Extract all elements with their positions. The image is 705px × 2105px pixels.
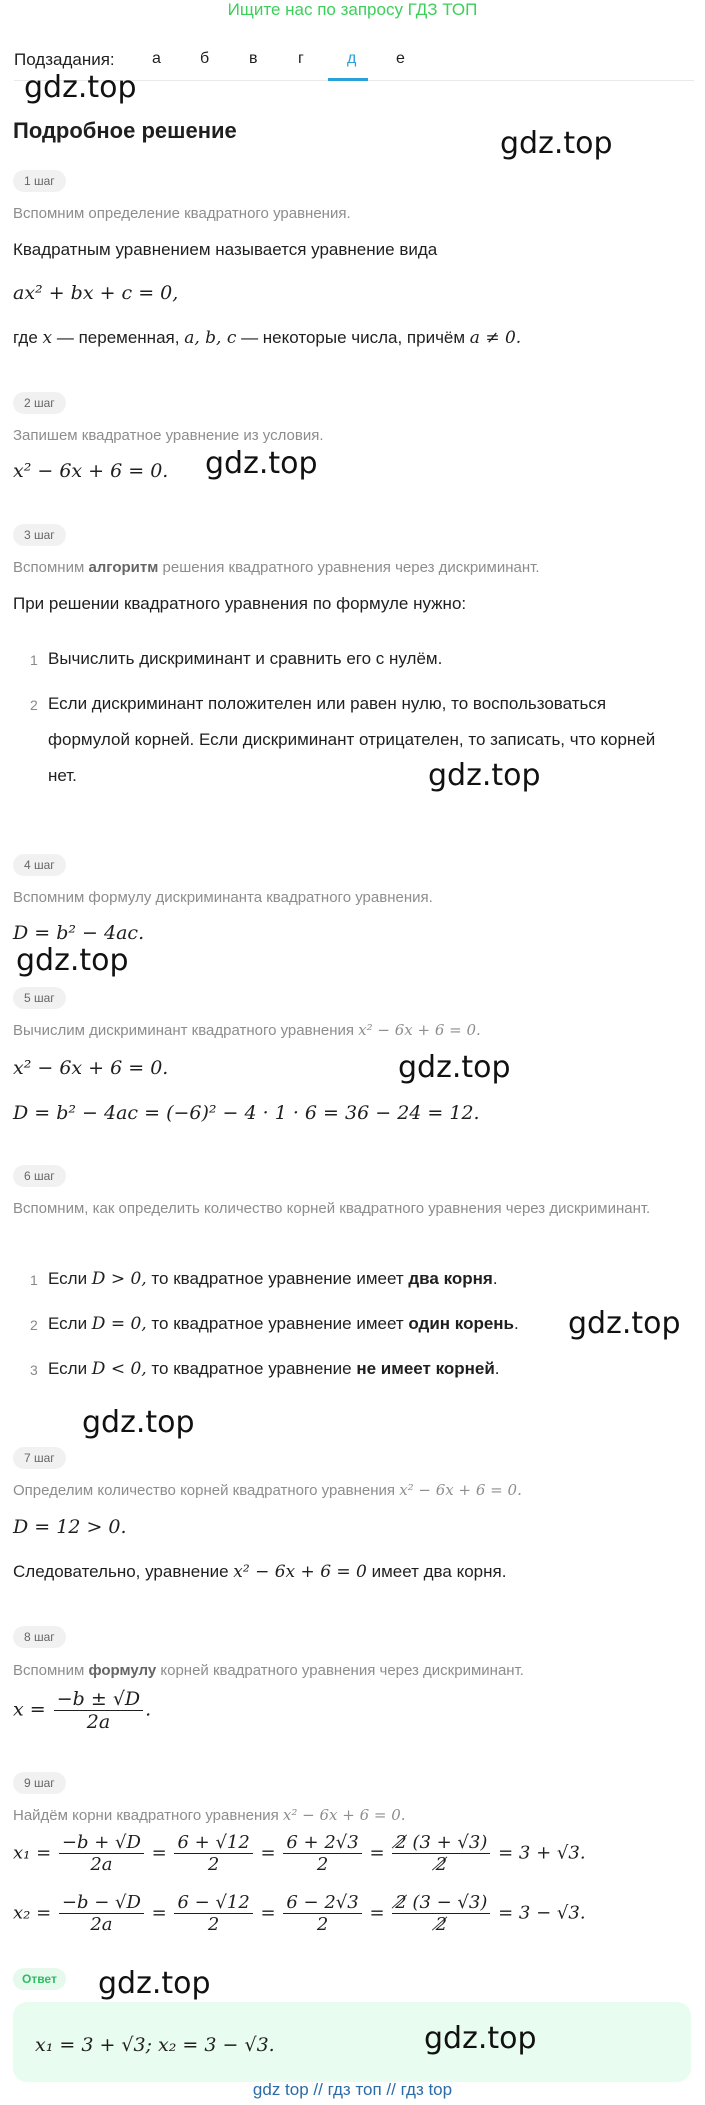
list-item-number: 2 xyxy=(30,1317,38,1333)
step-3-hint xyxy=(13,557,653,578)
step-7-text xyxy=(13,1562,506,1582)
step-1-tail-cond: a ≠ 0. xyxy=(469,328,522,348)
answer-badge: Ответ xyxy=(13,1968,66,1990)
step-badge-3: 3 шаг xyxy=(13,524,66,546)
step-7-hint-eq: x² − 6x + 6 = 0. xyxy=(399,1481,522,1499)
active-tab-underline xyxy=(328,78,368,81)
watermark: gdz.top xyxy=(568,1306,681,1341)
step-8-hint-bold: формулу xyxy=(88,1662,157,1679)
root-lhs: x₂ = xyxy=(13,1902,52,1924)
step-6-item-bold: не имеет корней xyxy=(356,1359,495,1378)
step-3-item-2: Если дискриминант положителен или равен нулю, то воспользоваться формулой корней. Если дискриминант отрицателен, то записать, что корней нет. xyxy=(48,694,656,785)
step-6-item-cond: D = 0, xyxy=(91,1314,147,1334)
step-6-item-1 xyxy=(48,1261,668,1297)
step-3-text: При решении квадратного уравнения по формуле нужно: xyxy=(13,594,467,613)
step-7-formula: D = 12 > 0. xyxy=(13,1516,127,1538)
step-1-tail xyxy=(13,328,521,348)
fraction-numerator: 6 − 2√3 xyxy=(283,1892,361,1914)
step-5-hint-eq: x² − 6x + 6 = 0. xyxy=(358,1021,481,1039)
step-5-formula-2: D = b² − 4ac = (−6)² − 4 · 1 · 6 = 36 − 24 = 12. xyxy=(13,1102,480,1124)
step-badge-6: 6 шаг xyxy=(13,1165,66,1187)
watermark: gdz.top xyxy=(428,758,541,793)
subtask-tab-a[interactable]: а xyxy=(152,50,161,67)
step-1-text: Квадратным уравнением называется уравнение вида xyxy=(13,240,438,259)
step-4-hint: Вспомним формулу дискриминанта квадратного уравнения. xyxy=(13,889,433,906)
step-4-formula: D = b² − 4ac. xyxy=(13,922,145,944)
step-6-item-part: . xyxy=(494,1359,500,1378)
step-badge-2: 2 шаг xyxy=(13,392,66,414)
fraction xyxy=(283,1832,361,1875)
fraction-denominator: 2̸ xyxy=(435,1854,448,1875)
step-8-hint xyxy=(13,1660,653,1681)
step-7-text-part: имеет два корня. xyxy=(366,1562,507,1581)
step-9-root-1: x₁ = $\frac{-b + √D}{2a}$ = $\frac{6 + √12}{2}$ = $\frac{6 + 2√3}{2}$ = $\frac{2̸ (3 + √3)}{2̸}$ = 3 + √3. xyxy=(13,1832,586,1875)
watermark: gdz.top xyxy=(398,1050,511,1085)
step-2-formula: x² − 6x + 6 = 0. xyxy=(13,460,169,482)
fraction-numerator: 6 − √12 xyxy=(174,1892,252,1914)
step-badge-1: 1 шаг xyxy=(13,170,66,192)
subtasks-label: Подзадания: xyxy=(14,50,115,69)
subtask-tab-v[interactable]: в xyxy=(249,50,258,67)
step-6-item-part: . xyxy=(492,1269,498,1288)
fraction-denominator: 2̸ xyxy=(435,1914,448,1935)
fraction-numerator: −b ± √D xyxy=(54,1688,143,1711)
step-5-hint xyxy=(13,1020,653,1041)
list-item-number: 1 xyxy=(30,652,38,668)
fraction xyxy=(392,1892,490,1935)
step-6-item-part: Если xyxy=(48,1269,92,1288)
step-3-hint-part: Вспомним xyxy=(13,559,89,576)
step-6-item-part: то квадратное уравнение имеет xyxy=(146,1314,409,1333)
step-3-hint-bold: алгоритм xyxy=(88,559,159,576)
list-item-number: 3 xyxy=(30,1362,38,1378)
watermark: gdz.top xyxy=(98,1966,211,2001)
step-6-item-3 xyxy=(48,1351,668,1387)
step-1-tail-coefs: a, b, c xyxy=(184,328,237,348)
subtask-tab-b[interactable]: б xyxy=(200,50,210,67)
step-6-hint: Вспомним, как определить количество корней квадратного уравнения через дискриминант. xyxy=(13,1200,651,1217)
footer-links[interactable]: gdz top // гдз топ // гдз top xyxy=(252,2080,453,2099)
step-3-item-1: Вычислить дискриминант и сравнить его с нулём. xyxy=(48,649,443,668)
fraction-numerator: 6 + √12 xyxy=(174,1832,252,1854)
step-5-formula-1: x² − 6x + 6 = 0. xyxy=(13,1057,169,1079)
step-5-hint-part: Вычислим дискриминант квадратного уравнения xyxy=(13,1022,359,1039)
step-badge-8: 8 шаг xyxy=(13,1626,66,1648)
solution-title: Подробное решение xyxy=(13,118,237,143)
step-badge-5: 5 шаг xyxy=(13,987,66,1009)
step-1-tail-part: где xyxy=(13,328,43,347)
watermark: gdz.top xyxy=(500,126,613,161)
fraction-denominator: 2 xyxy=(207,1914,220,1935)
fraction-denominator: 2a xyxy=(90,1854,113,1875)
step-badge-9: 9 шаг xyxy=(13,1772,66,1794)
fraction-denominator: 2 xyxy=(207,1854,220,1875)
answer-box xyxy=(13,2002,691,2082)
step-8-hint-part: корней квадратного уравнения через дискриминант. xyxy=(156,1662,524,1679)
fraction xyxy=(174,1892,252,1935)
step-6-item-part: . xyxy=(514,1314,519,1333)
root-result: = 3 − √3. xyxy=(498,1902,586,1924)
step-6-item-bold: два корня xyxy=(408,1269,493,1288)
fraction-numerator: −b + √D xyxy=(59,1832,144,1854)
fraction xyxy=(54,1688,143,1733)
promo-banner[interactable]: Ищите нас по запросу ГДЗ ТОП xyxy=(227,0,478,19)
fraction-numerator: 2̸ (3 + √3) xyxy=(392,1832,490,1854)
fraction xyxy=(174,1832,252,1875)
subtask-tab-e[interactable]: е xyxy=(396,50,405,67)
step-6-item-part: Если xyxy=(48,1314,92,1333)
fraction-numerator: 2̸ (3 − √3) xyxy=(392,1892,490,1914)
watermark: gdz.top xyxy=(16,943,129,978)
step-6-item-cond: D > 0, xyxy=(91,1269,147,1289)
fraction xyxy=(59,1832,144,1875)
fraction xyxy=(392,1832,490,1875)
step-badge-4: 4 шаг xyxy=(13,854,66,876)
step-badge-7: 7 шаг xyxy=(13,1447,66,1469)
step-7-hint xyxy=(13,1480,653,1501)
subtask-tab-g[interactable]: г xyxy=(298,50,304,67)
fraction-denominator: 2a xyxy=(86,1711,111,1733)
fraction xyxy=(283,1892,361,1935)
step-1-formula: ax² + bx + c = 0, xyxy=(13,282,179,304)
step-7-text-part: Следовательно, уравнение xyxy=(13,1562,234,1581)
formula-lhs: x = xyxy=(13,1698,46,1721)
step-1-tail-part: — переменная, xyxy=(52,328,185,347)
step-1-tail-part: — некоторые числа, причём xyxy=(236,328,470,347)
subtask-tab-d-active[interactable]: д xyxy=(347,50,357,67)
fraction-denominator: 2a xyxy=(90,1914,113,1935)
step-9-hint-part: Найдём корни квадратного уравнения xyxy=(13,1807,283,1824)
step-1-hint: Вспомним определение квадратного уравнения. xyxy=(13,205,351,222)
step-2-hint: Запишем квадратное уравнение из условия. xyxy=(13,427,324,444)
step-1-tail-var: x xyxy=(42,328,53,348)
step-6-item-part: то квадратное уравнение xyxy=(146,1359,357,1378)
fraction xyxy=(59,1892,144,1935)
step-8-formula xyxy=(13,1688,151,1733)
root-result: = 3 + √3. xyxy=(498,1842,586,1864)
list-item-number: 1 xyxy=(30,1272,38,1288)
step-6-item-bold: один корень xyxy=(408,1314,515,1333)
step-7-text-eq: x² − 6x + 6 = 0 xyxy=(233,1562,367,1582)
formula-end: . xyxy=(145,1698,152,1721)
step-3-hint-part: решения квадратного уравнения через дискриминант. xyxy=(158,559,540,576)
watermark: gdz.top xyxy=(424,2021,537,2056)
watermark: gdz.top xyxy=(205,446,318,481)
list-item-number: 2 xyxy=(30,697,38,713)
fraction-denominator: 2 xyxy=(316,1854,329,1875)
root-lhs: x₁ = xyxy=(13,1842,52,1864)
answer-formula: x₁ = 3 + √3; x₂ = 3 − √3. xyxy=(35,2034,275,2056)
watermark: gdz.top xyxy=(82,1405,195,1440)
fraction-numerator: 6 + 2√3 xyxy=(283,1832,361,1854)
fraction-numerator: −b − √D xyxy=(59,1892,144,1914)
step-7-hint-part: Определим количество корней квадратного уравнения xyxy=(13,1482,400,1499)
fraction-denominator: 2 xyxy=(316,1914,329,1935)
step-9-hint-eq: x² − 6x + 6 = 0. xyxy=(282,1806,406,1824)
step-6-item-part: Если xyxy=(48,1359,92,1378)
step-6-item-cond: D < 0, xyxy=(91,1359,147,1379)
step-9-hint xyxy=(13,1805,653,1826)
step-6-item-part: то квадратное уравнение имеет xyxy=(146,1269,409,1288)
watermark: gdz.top xyxy=(24,70,137,105)
step-8-hint-part: Вспомним xyxy=(13,1662,89,1679)
step-9-root-2: x₂ = $\frac{-b - √D}{2a}$ = $\frac{6 - √12}{2}$ = $\frac{6 - 2√3}{2}$ = $\frac{2̸ (3 - √3)}{2̸}$ = 3 − √3. xyxy=(13,1892,586,1935)
